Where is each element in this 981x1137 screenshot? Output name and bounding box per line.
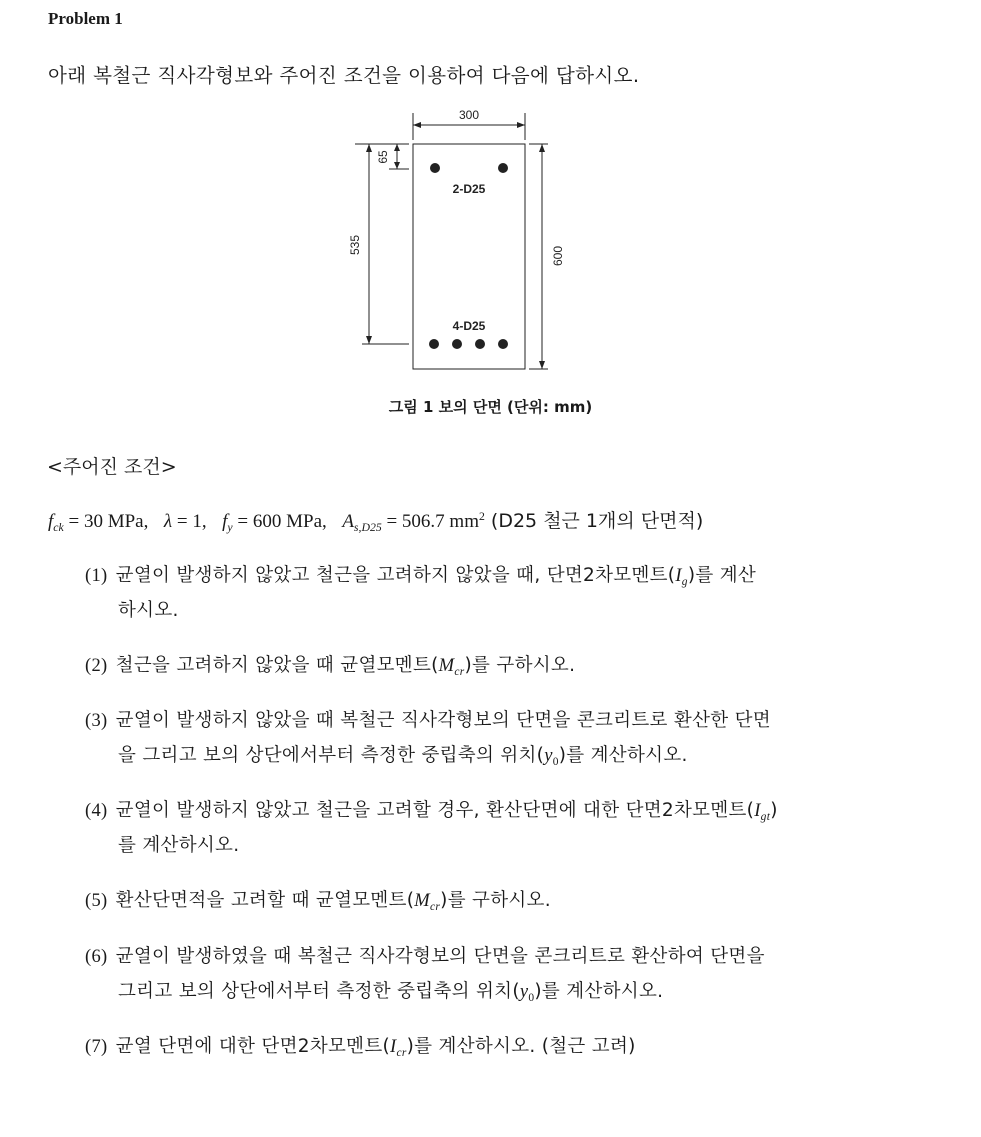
top-rebar xyxy=(430,163,440,173)
top-rebar xyxy=(498,163,508,173)
problem-intro: 아래 복철근 직사각형보와 주어진 조건을 이용하여 다음에 답하시오. xyxy=(48,64,640,87)
width-label: 300 xyxy=(458,108,480,122)
question-6: (6) 균열이 발생하였을 때 복철근 직사각형보의 단면을 콘크리트로 환산하여 단면을 xyxy=(85,946,765,967)
beam-section-figure xyxy=(0,0,981,400)
given-conditions: $f_{ck} = 30$ MPa, λ = 1, $f_y = 600$ MPa, $A_{s,D25} = 506.7$ $mm^2$ (D25 철근 1개의 단면적) xyxy=(48,509,704,535)
question-3: (3) 균열이 발생하지 않았을 때 복철근 직사각형보의 단면을 콘크리트로 환산한 단면 xyxy=(85,710,771,731)
question-3-cont: 을 그리고 보의 상단에서부터 측정한 중립축의 위치$(y_0)$를 계산하시오. xyxy=(118,745,688,768)
bottom-rebar xyxy=(452,339,462,349)
height-label: 600 xyxy=(551,245,565,267)
bottom-bars-label: 4-D25 xyxy=(452,319,486,333)
bottom-rebar xyxy=(498,339,508,349)
question-2: (2) 철근을 고려하지 않았을 때 균열모멘트$(M_{cr})$를 구하시오. xyxy=(85,655,576,678)
problem-title: Problem 1 xyxy=(48,9,123,28)
bottom-rebar xyxy=(429,339,439,349)
question-1: (1) 균열이 발생하지 않았고 철근을 고려하지 않았을 때, 단면2차모멘트$(I_g)$를 계산 xyxy=(85,565,757,588)
question-4-cont: 를 계산하시오. xyxy=(118,835,240,856)
top-bars-label: 2-D25 xyxy=(452,182,486,196)
bottom-rebar xyxy=(475,339,485,349)
question-4: (4) 균열이 발생하지 않았고 철근을 고려할 경우, 환산단면에 대한 단면2차모멘트$(I_{gt})$ xyxy=(85,800,778,823)
beam-outline xyxy=(413,144,525,369)
cover-label: 65 xyxy=(376,150,390,164)
question-6-cont: 그리고 보의 상단에서부터 측정한 중립축의 위치$(y_0)$를 계산하시오. xyxy=(118,981,664,1004)
question-5: (5) 환산단면적을 고려할 때 균열모멘트$(M_{cr})$를 구하시오. xyxy=(85,890,551,913)
depth-label: 535 xyxy=(348,234,362,256)
question-1-cont: 하시오. xyxy=(118,600,179,621)
conditions-heading: <주어진 조건> xyxy=(47,456,177,478)
figure-caption: 그림 1 보의 단면 (단위: mm) xyxy=(388,398,593,416)
question-7: (7) 균열 단면에 대한 단면2차모멘트$(I_{cr})$를 계산하시오. (철근 고려) xyxy=(85,1036,636,1059)
